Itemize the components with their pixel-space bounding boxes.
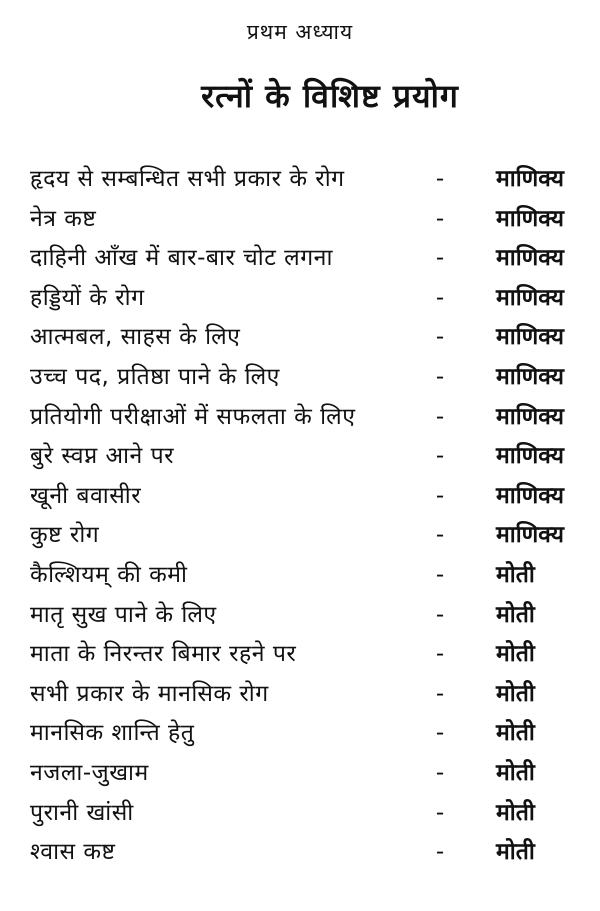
separator-dash: - xyxy=(435,403,445,430)
ailment-text: नेत्र कष्ट xyxy=(30,205,97,232)
list-item xyxy=(30,279,590,319)
ailment-text: श्वास कष्ट xyxy=(30,839,116,866)
list-item xyxy=(30,714,590,754)
gemstone-name: मोती xyxy=(496,561,535,588)
gemstone-name: मोती xyxy=(496,641,535,668)
separator-dash: - xyxy=(435,166,445,192)
separator-dash: - xyxy=(435,759,445,786)
ailment-text: बुरे स्वप्न आने पर xyxy=(30,443,175,470)
separator-dash: - xyxy=(435,443,445,470)
list-item xyxy=(30,477,590,517)
separator-dash: - xyxy=(435,720,445,747)
gemstone-name: मोती xyxy=(496,720,535,747)
gemstone-name: मोती xyxy=(496,680,535,707)
ailment-text: प्रतियोगी परीक्षाओं में सफलता के लिए xyxy=(30,403,356,430)
list-item xyxy=(30,635,590,675)
separator-dash: - xyxy=(435,324,445,351)
separator-dash: - xyxy=(435,245,445,272)
gemstone-name: माणिक्य xyxy=(496,403,564,430)
separator-dash: - xyxy=(435,839,445,866)
gemstone-name: माणिक्य xyxy=(496,166,564,192)
ailment-text: कुष्ट रोग xyxy=(30,522,100,549)
separator-dash: - xyxy=(435,561,445,588)
list-item xyxy=(30,437,590,477)
list-item xyxy=(30,556,590,596)
list-item xyxy=(30,358,590,398)
separator-dash: - xyxy=(435,284,445,311)
separator-dash: - xyxy=(435,363,445,390)
chapter-heading: प्रथम अध्याय xyxy=(246,20,354,44)
separator-dash: - xyxy=(435,680,445,707)
gemstone-name: माणिक्य xyxy=(496,522,564,549)
list-item xyxy=(30,318,590,358)
page-title: रत्नों के विशिष्ट प्रयोग xyxy=(201,77,459,115)
list-item xyxy=(30,160,590,200)
separator-dash: - xyxy=(435,641,445,668)
gemstone-name: माणिक्य xyxy=(496,363,564,390)
separator-dash: - xyxy=(435,799,445,826)
ailment-text: कैल्शियम् की कमी xyxy=(30,561,188,588)
ailment-text: नजला-जुखाम xyxy=(30,759,149,786)
gemstone-name: मोती xyxy=(496,839,535,866)
ailment-text: माता के निरन्तर बिमार रहने पर xyxy=(30,641,297,668)
ailment-text: खूनी बवासीर xyxy=(30,482,142,509)
gemstone-name: माणिक्य xyxy=(496,482,564,509)
ailment-text: दाहिनी आँख में बार-बार चोट लगना xyxy=(30,245,333,272)
gemstone-name: माणिक्य xyxy=(496,284,564,311)
ailment-text: हृदय से सम्बन्धित सभी प्रकार के रोग xyxy=(30,166,345,192)
list-item xyxy=(30,596,590,636)
gemstone-name: माणिक्य xyxy=(496,324,564,351)
separator-dash: - xyxy=(435,601,445,628)
gem-usage-list xyxy=(30,160,590,873)
separator-dash: - xyxy=(435,522,445,549)
list-item xyxy=(30,833,590,873)
ailment-text: उच्च पद, प्रतिष्ठा पाने के लिए xyxy=(30,363,280,390)
list-item xyxy=(30,398,590,438)
list-item xyxy=(30,239,590,279)
gemstone-name: मोती xyxy=(496,799,535,826)
gemstone-name: माणिक्य xyxy=(496,245,564,272)
list-item xyxy=(30,675,590,715)
ailment-text: आत्मबल, साहस के लिए xyxy=(30,324,241,351)
separator-dash: - xyxy=(435,482,445,509)
list-item xyxy=(30,516,590,556)
ailment-text: पुरानी खांसी xyxy=(30,799,134,826)
gemstone-name: माणिक्य xyxy=(496,443,564,470)
gemstone-name: मोती xyxy=(496,601,535,628)
list-item xyxy=(30,794,590,834)
list-item xyxy=(30,754,590,794)
ailment-text: हड्डियों के रोग xyxy=(30,284,145,311)
ailment-text: मातृ सुख पाने के लिए xyxy=(30,601,217,628)
ailment-text: मानसिक शान्ति हेतु xyxy=(30,720,195,747)
gemstone-name: मोती xyxy=(496,759,535,786)
ailment-text: सभी प्रकार के मानसिक रोग xyxy=(30,680,269,707)
list-item xyxy=(30,200,590,240)
separator-dash: - xyxy=(435,205,445,232)
gemstone-name: माणिक्य xyxy=(496,205,564,232)
